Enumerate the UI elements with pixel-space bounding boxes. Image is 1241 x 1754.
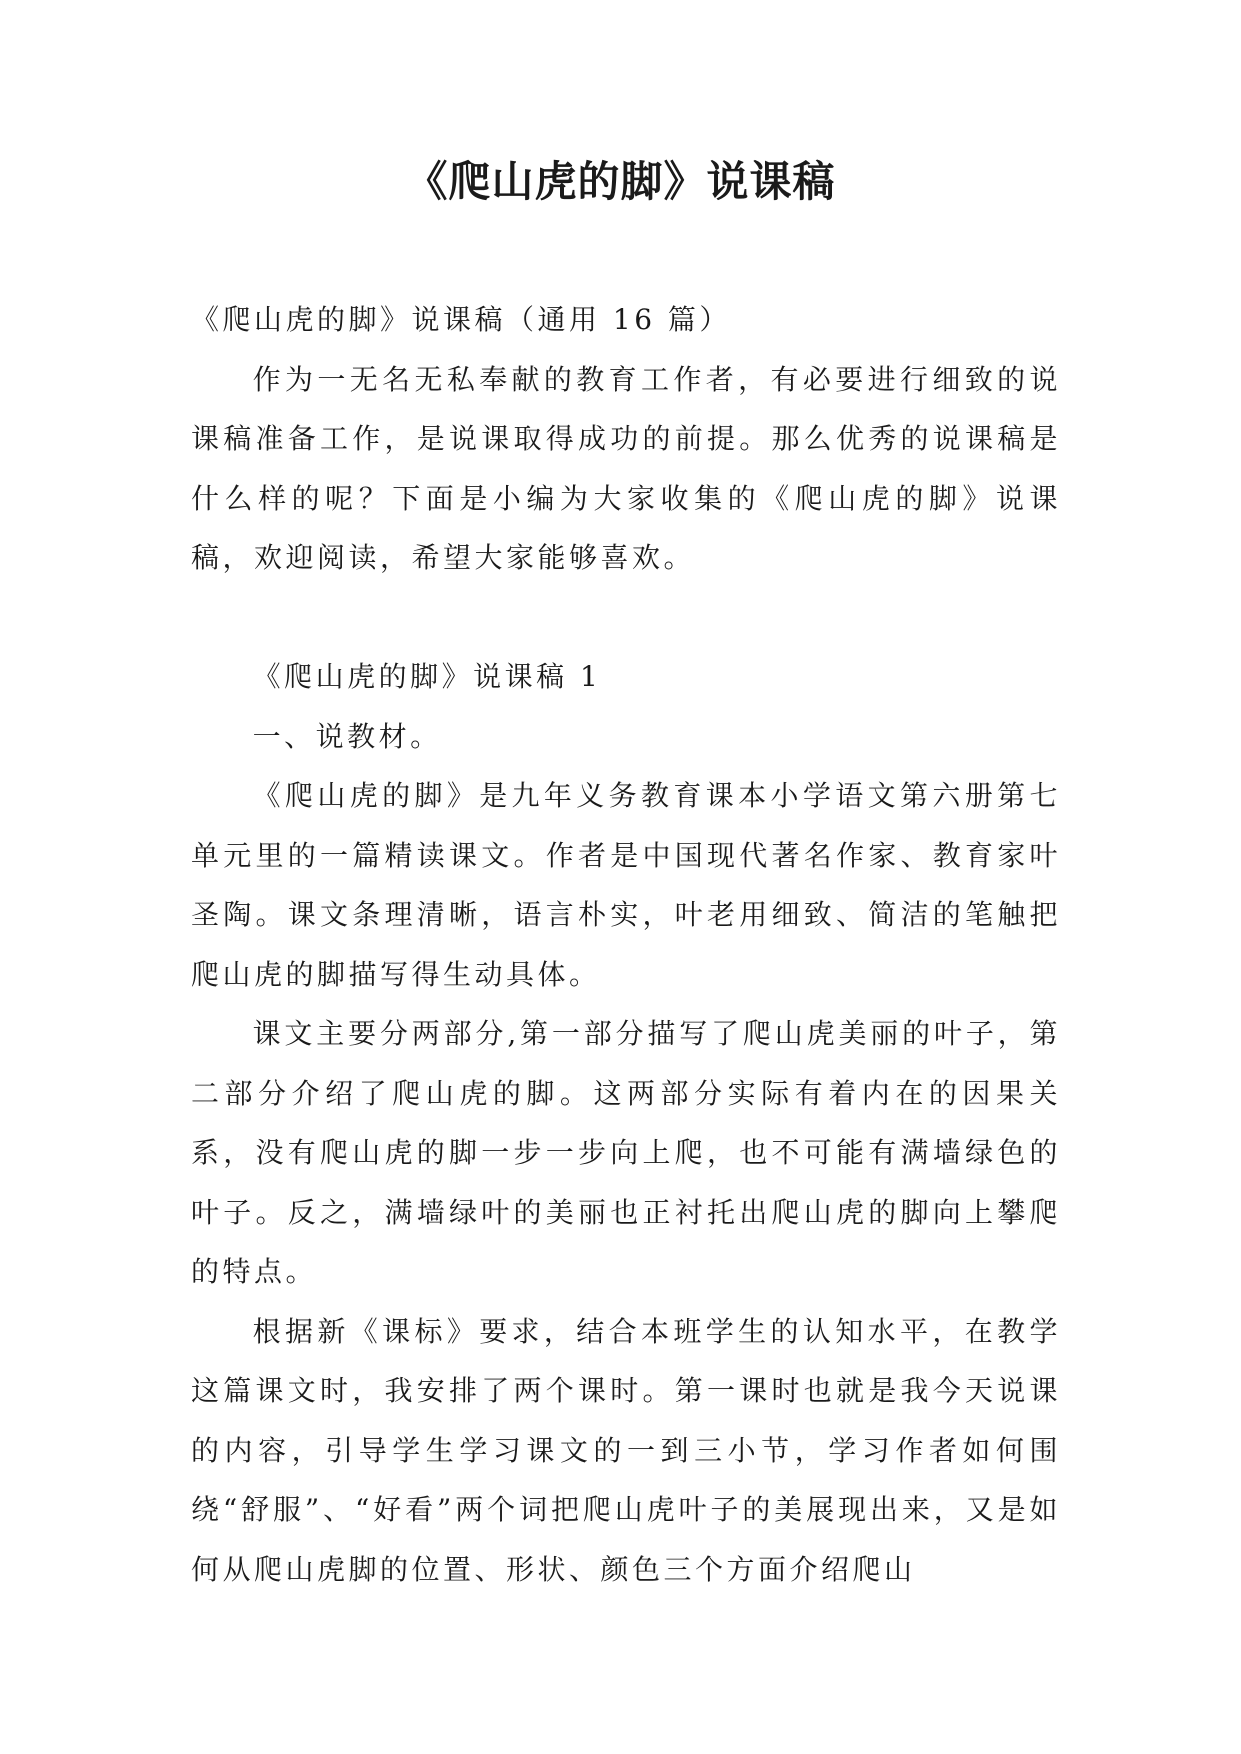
- section-heading: 《爬山虎的脚》说课稿 1: [252, 660, 602, 693]
- body-paragraph: 《爬山虎的脚》是九年义务教育课本小学语文第六册第七单元里的一篇精读课文。作者是中国现代著名作家、教育家叶圣陶。课文条理清晰，语言朴实，叶老用细致、简洁的笔触把爬山虎的脚描写得生动具体。: [191, 779, 1061, 991]
- document-title: 《爬山虎的脚》说课稿: [405, 157, 836, 206]
- paragraph-spacer: [191, 588, 1061, 648]
- document-subtitle: 《爬山虎的脚》说课稿（通用 16 篇）: [191, 303, 731, 336]
- intro-paragraph: 作为一无名无私奉献的教育工作者，有必要进行细致的说课稿准备工作，是说课取得成功的前提。那么优秀的说课稿是什么样的呢？下面是小编为大家收集的《爬山虎的脚》说课稿，欢迎阅读，希望大家能够喜欢。: [191, 362, 1061, 574]
- part-heading: 一、说教材。: [252, 719, 442, 753]
- document-body: [191, 290, 1061, 1599]
- body-paragraph: 根据新《课标》要求，结合本班学生的认知水平，在教学这篇课文时，我安排了两个课时。第一课时也就是我今天说课的内容，引导学生学习课文的一到三小节，学习作者如何围绕“舒服”、“好看”两个词把爬山虎叶子的美展现出来，又是如何从爬山虎脚的位置、形状、颜色三个方面介绍爬山: [191, 1314, 1061, 1586]
- body-paragraph: 课文主要分两部分,第一部分描写了爬山虎美丽的叶子，第二部分介绍了爬山虎的脚。这两部分实际有着内在的因果关系，没有爬山虎的脚一步一步向上爬，也不可能有满墙绿色的叶子。反之，满墙绿叶的美丽也正衬托出爬山虎的脚向上攀爬的特点。: [191, 1017, 1061, 1288]
